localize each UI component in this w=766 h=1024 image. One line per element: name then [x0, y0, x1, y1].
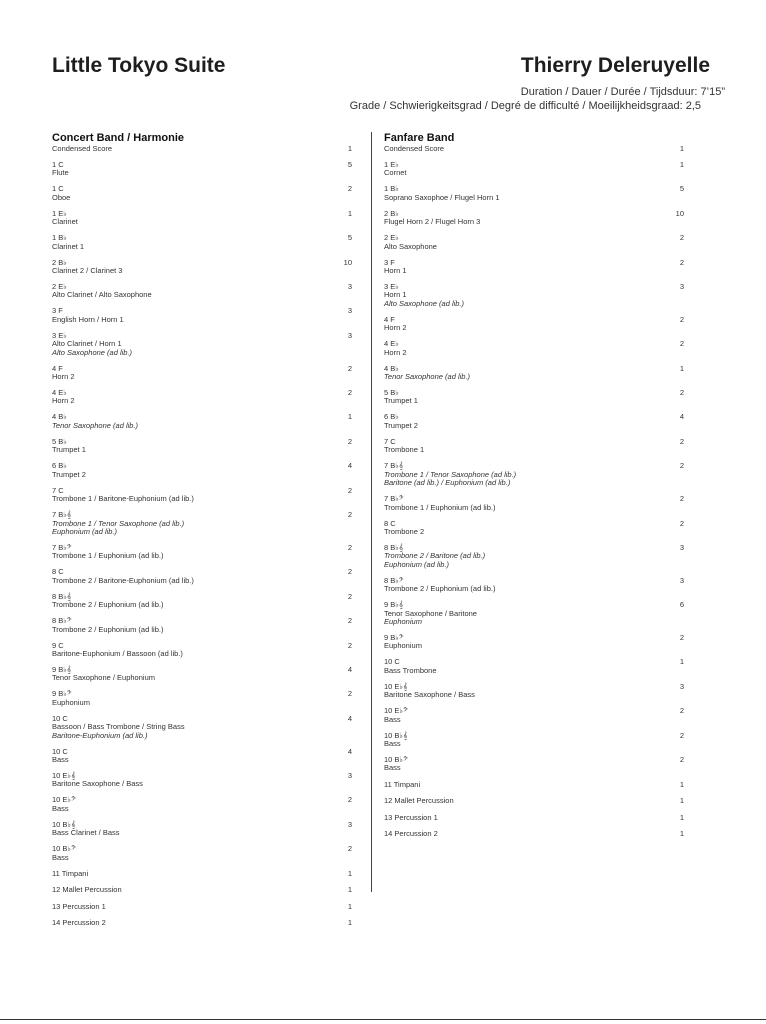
part-label: 11 Timpani — [384, 779, 421, 789]
part-entry — [52, 413, 352, 430]
part-label: 5 B♭ — [384, 388, 399, 398]
part-entry — [52, 796, 352, 813]
part-entry — [384, 707, 684, 724]
part-instruments: Trombone 1 — [384, 445, 425, 455]
copy-count: 2 — [679, 233, 684, 243]
part-instruments: Euphonium — [52, 697, 90, 707]
part-label: 3 F — [52, 306, 63, 316]
part-label: 10 E♭𝄞 — [384, 681, 408, 691]
part-entry — [384, 732, 684, 749]
part-entry — [52, 234, 352, 251]
copy-count: 2 — [679, 339, 684, 349]
part-entry — [52, 438, 352, 455]
copy-count: 2 — [679, 257, 684, 267]
part-label: 1 B♭ — [52, 233, 67, 243]
part-entry — [384, 365, 684, 382]
part-instruments: Alto Clarinet / Alto Saxophone — [52, 290, 152, 300]
copy-count: 3 — [679, 681, 684, 691]
copy-count: 3 — [347, 282, 352, 292]
part-entry — [52, 870, 352, 878]
part-entry — [52, 903, 352, 911]
part-label: 9 B♭𝄢 — [384, 632, 404, 642]
part-entry — [384, 683, 684, 700]
copy-count: 3 — [347, 306, 352, 316]
part-label: 7 B♭𝄞 — [52, 510, 72, 520]
part-label: 6 B♭ — [384, 412, 399, 422]
part-instruments: Trombone 2 / Baritone (ad lib.) — [384, 551, 486, 561]
copy-count: 2 — [679, 314, 684, 324]
part-entry — [52, 748, 352, 765]
part-label: 9 B♭𝄞 — [384, 600, 404, 610]
part-label: 8 B♭𝄞 — [384, 542, 404, 552]
part-label: 9 C — [52, 640, 64, 650]
copy-count: 4 — [679, 412, 684, 422]
copy-count: 2 — [347, 567, 352, 577]
part-entry — [52, 617, 352, 634]
part-entry — [52, 389, 352, 406]
part-label: 12 Mallet Percussion — [52, 885, 122, 895]
part-label: 10 E♭𝄢 — [52, 795, 76, 805]
concert-band-entries — [52, 145, 352, 928]
part-instruments: Euphonium (ad lib.) — [52, 526, 118, 536]
copy-count: 2 — [347, 485, 352, 495]
part-entry — [384, 259, 684, 276]
copy-count: 1 — [347, 144, 352, 153]
part-instruments: Cornet — [384, 168, 407, 178]
part-label: Condensed Score — [384, 144, 445, 153]
copy-count: 2 — [679, 518, 684, 528]
part-entry — [52, 568, 352, 585]
copy-count: 1 — [347, 901, 352, 911]
grade-line: Grade / Schwierigkeitsgrad / Degré de difficulté / Moeilijkheidsgraad: 2,5 — [349, 100, 701, 112]
part-label: 10 E♭𝄞 — [52, 770, 76, 780]
part-instruments: Flugel Horn 2 / Flugel Horn 3 — [384, 217, 481, 227]
part-instruments: Trumpet 1 — [52, 445, 86, 455]
part-entry — [52, 690, 352, 707]
copy-count: 1 — [347, 412, 352, 422]
part-label: 4 F — [52, 363, 63, 373]
part-entry — [52, 666, 352, 683]
part-instruments: Alto Saxophone — [384, 241, 437, 251]
part-instruments: Bass — [384, 714, 401, 724]
copy-count: 2 — [347, 184, 352, 194]
part-instruments: Trombone 2 / Euphonium (ad lib.) — [52, 624, 164, 634]
part-entry — [384, 601, 684, 626]
copy-count: 6 — [679, 600, 684, 610]
part-entry — [384, 462, 684, 487]
part-instruments: Bass — [384, 738, 401, 748]
part-entry — [384, 185, 684, 202]
copy-count: 1 — [347, 885, 352, 895]
part-instruments: Alto Saxophone (ad lib.) — [52, 347, 133, 357]
part-instruments: Horn 2 — [52, 372, 75, 382]
part-entry — [52, 772, 352, 789]
part-label: 8 B♭𝄢 — [52, 616, 72, 626]
part-instruments: Baritone-Euphonium (ad lib.) — [52, 730, 148, 740]
part-label: 7 B♭𝄞 — [384, 461, 404, 471]
part-instruments: Alto Clarinet / Horn 1 — [52, 339, 122, 349]
column-divider — [371, 132, 372, 892]
fanfare-band-entries — [384, 145, 684, 838]
part-entry — [52, 259, 352, 276]
part-label: 1 C — [52, 160, 64, 169]
part-label: 8 B♭𝄞 — [52, 591, 72, 601]
part-instruments: Trumpet 2 — [52, 469, 86, 479]
copy-count: 10 — [675, 208, 684, 218]
part-instruments: Baritone (ad lib.) / Euphonium (ad lib.) — [384, 478, 511, 488]
copy-count: 1 — [679, 144, 684, 153]
part-entry — [384, 340, 684, 357]
copy-count: 2 — [679, 494, 684, 504]
part-entry — [384, 413, 684, 430]
part-label: 4 B♭ — [384, 363, 399, 373]
copy-count: 5 — [347, 160, 352, 169]
part-entry — [384, 389, 684, 406]
part-instruments: Euphonium — [384, 616, 422, 626]
copy-count: 2 — [347, 689, 352, 699]
part-instruments: Trumpet 1 — [384, 396, 418, 406]
copy-count: 2 — [679, 461, 684, 471]
copy-count: 2 — [679, 706, 684, 716]
copy-count: 1 — [347, 918, 352, 928]
part-instruments: Bass — [52, 803, 69, 813]
part-instruments: Bass — [52, 754, 69, 764]
part-label: Condensed Score — [52, 144, 113, 153]
part-instruments: Oboe — [52, 192, 71, 202]
part-label: 10 B♭𝄢 — [384, 754, 408, 764]
part-instruments: Horn 1 — [384, 290, 407, 300]
part-label: 10 B♭𝄞 — [384, 730, 408, 740]
copy-count: 1 — [679, 657, 684, 667]
part-entry — [52, 715, 352, 740]
part-instruments: Clarinet 1 — [52, 241, 85, 251]
part-instruments: Euphonium (ad lib.) — [384, 559, 450, 569]
concert-band-heading: Concert Band / Harmonie — [52, 132, 185, 144]
part-entry — [52, 845, 352, 862]
copy-count: 4 — [347, 461, 352, 471]
part-label: 7 B♭𝄢 — [384, 494, 404, 504]
part-label: 3 F — [384, 257, 395, 267]
part-instruments: Trombone 1 / Tenor Saxophone (ad lib.) — [52, 518, 185, 528]
page-bottom-rule — [0, 1019, 766, 1020]
copy-count: 2 — [347, 436, 352, 446]
part-label: 7 B♭𝄢 — [52, 542, 72, 552]
copy-count: 1 — [679, 363, 684, 373]
part-entry — [52, 462, 352, 479]
part-label: 3 E♭ — [52, 330, 67, 340]
part-entry — [52, 919, 352, 927]
part-label: 11 Timpani — [52, 869, 89, 878]
copy-count: 2 — [347, 640, 352, 650]
copy-count: 5 — [679, 184, 684, 194]
part-instruments: Bass Clarinet / Bass — [52, 828, 120, 838]
part-instruments: Trombone 1 / Euphonium (ad lib.) — [52, 551, 164, 561]
copy-count: 1 — [679, 812, 684, 822]
part-entry — [52, 642, 352, 659]
part-label: 1 B♭ — [384, 184, 399, 194]
page-title: Little Tokyo Suite — [52, 54, 226, 77]
part-entry — [52, 886, 352, 894]
part-instruments: English Horn / Horn 1 — [52, 314, 124, 324]
part-label: 4 F — [384, 314, 395, 324]
part-instruments: Bass — [52, 852, 69, 862]
part-instruments: Baritone Saxophone / Bass — [52, 779, 143, 789]
copy-count: 5 — [347, 233, 352, 243]
composer-name: Thierry Deleruyelle — [520, 54, 710, 77]
part-label: 2 E♭ — [52, 282, 67, 292]
part-label: 14 Percussion 2 — [52, 918, 106, 928]
part-instruments: Horn 2 — [384, 323, 407, 333]
part-entry — [384, 658, 684, 675]
copy-count: 3 — [347, 330, 352, 340]
part-instruments: Bass — [384, 763, 401, 773]
copy-count: 1 — [347, 208, 352, 218]
copy-count: 3 — [679, 282, 684, 292]
part-entry — [52, 544, 352, 561]
part-instruments: Bass Trombone — [384, 665, 437, 675]
part-instruments: Trombone 2 / Euphonium (ad lib.) — [52, 600, 164, 610]
duration-line: Duration / Dauer / Durée / Tijdsduur: 7’15” — [520, 86, 725, 98]
part-label: 4 B♭ — [52, 412, 67, 422]
part-entry — [52, 185, 352, 202]
part-label: 10 E♭𝄢 — [384, 706, 408, 716]
part-label: 8 C — [384, 518, 396, 528]
part-entry — [52, 145, 352, 153]
part-label: 7 C — [52, 485, 64, 495]
part-instruments: Soprano Saxophoe / Flugel Horn 1 — [384, 192, 500, 202]
part-label: 10 B♭𝄢 — [52, 844, 76, 854]
part-entry — [384, 210, 684, 227]
part-label: 5 B♭ — [52, 436, 67, 446]
part-label: 10 C — [52, 713, 68, 723]
part-entry — [384, 756, 684, 773]
part-label: 2 E♭ — [384, 233, 399, 243]
part-label: 2 B♭ — [384, 208, 399, 218]
part-entry — [384, 161, 684, 178]
part-label: 12 Mallet Percussion — [384, 796, 454, 806]
part-instruments: Clarinet — [52, 217, 78, 227]
part-instruments: Baritone-Euphonium / Bassoon (ad lib.) — [52, 648, 183, 658]
part-label: 1 E♭ — [384, 160, 399, 169]
copy-count: 10 — [343, 257, 352, 267]
copy-count: 3 — [679, 542, 684, 552]
part-label: 1 C — [52, 184, 64, 194]
part-label: 14 Percussion 2 — [384, 829, 438, 838]
part-entry — [52, 487, 352, 504]
copy-count: 2 — [347, 363, 352, 373]
part-entry — [52, 332, 352, 357]
part-instruments: Trumpet 2 — [384, 420, 418, 430]
copy-count: 1 — [679, 829, 684, 838]
part-label: 10 B♭𝄞 — [52, 819, 76, 829]
part-entry — [52, 283, 352, 300]
part-instruments: Tenor Saxophone (ad lib.) — [384, 372, 471, 382]
part-instruments: Trombone 1 / Tenor Saxophone (ad lib.) — [384, 469, 517, 479]
part-entry — [384, 797, 684, 805]
part-entry — [384, 145, 684, 153]
part-instruments: Horn 2 — [52, 396, 75, 406]
copy-count: 4 — [347, 746, 352, 756]
copy-count: 2 — [347, 616, 352, 626]
part-label: 8 C — [52, 567, 64, 577]
part-instruments: Horn 2 — [384, 347, 407, 357]
part-entry — [384, 830, 684, 838]
part-instruments: Tenor Saxophone / Baritone — [384, 608, 477, 618]
part-entry — [384, 781, 684, 789]
concert-band-column — [52, 132, 352, 928]
copy-count: 2 — [679, 730, 684, 740]
copy-count: 2 — [347, 591, 352, 601]
fanfare-band-column — [384, 132, 684, 838]
part-instruments: Baritone Saxophone / Bass — [384, 690, 475, 700]
part-label: 9 B♭𝄞 — [52, 664, 72, 674]
part-instruments: Flute — [52, 168, 69, 178]
part-label: 9 B♭𝄢 — [52, 689, 72, 699]
part-label: 4 E♭ — [384, 339, 399, 349]
part-entry — [384, 234, 684, 251]
copy-count: 1 — [347, 869, 352, 878]
part-entry — [384, 634, 684, 651]
fanfare-band-heading: Fanfare Band — [384, 132, 455, 144]
part-entry — [384, 316, 684, 333]
part-entry — [384, 283, 684, 308]
part-instruments: Alto Saxophone (ad lib.) — [384, 298, 465, 308]
part-instruments: Trombone 2 / Euphonium (ad lib.) — [384, 584, 496, 594]
part-entry — [52, 365, 352, 382]
copy-count: 1 — [679, 160, 684, 169]
part-entry — [52, 511, 352, 536]
copy-count: 2 — [347, 388, 352, 398]
copy-count: 3 — [347, 819, 352, 829]
copy-count: 2 — [347, 844, 352, 854]
copy-count: 2 — [347, 795, 352, 805]
part-entry — [52, 821, 352, 838]
part-label: 6 B♭ — [52, 461, 67, 471]
part-label: 7 C — [384, 436, 396, 446]
part-entry — [384, 814, 684, 822]
part-entry — [384, 520, 684, 537]
copy-count: 4 — [347, 664, 352, 674]
part-instruments: Trombone 2 — [384, 526, 425, 536]
part-instruments: Trombone 1 / Baritone-Euphonium (ad lib.) — [52, 494, 194, 504]
part-label: 13 Percussion 1 — [384, 812, 438, 822]
part-label: 2 B♭ — [52, 257, 67, 267]
part-entry — [52, 307, 352, 324]
part-label: 8 B♭𝄢 — [384, 575, 404, 585]
part-entry — [384, 438, 684, 455]
copy-count: 1 — [679, 779, 684, 789]
part-label: 3 E♭ — [384, 282, 399, 292]
part-entry — [52, 593, 352, 610]
copy-count: 2 — [347, 542, 352, 552]
copy-count: 3 — [347, 770, 352, 780]
part-label: 1 E♭ — [52, 208, 67, 218]
part-label: 10 C — [384, 657, 400, 667]
copy-count: 3 — [679, 575, 684, 585]
part-entry — [52, 161, 352, 178]
part-instruments: Tenor Saxophone / Euphonium — [52, 673, 155, 683]
part-entry — [384, 544, 684, 569]
part-instruments: Clarinet 2 / Clarinet 3 — [52, 266, 123, 276]
part-instruments: Horn 1 — [384, 266, 407, 276]
part-instruments: Euphonium — [384, 641, 422, 651]
part-entry — [52, 210, 352, 227]
part-instruments: Trombone 1 / Euphonium (ad lib.) — [384, 502, 496, 512]
copy-count: 4 — [347, 713, 352, 723]
part-label: 4 E♭ — [52, 388, 67, 398]
copy-count: 2 — [679, 632, 684, 642]
copy-count: 2 — [679, 754, 684, 764]
part-label: 10 C — [52, 746, 68, 756]
part-instruments: Tenor Saxophone (ad lib.) — [52, 420, 139, 430]
copy-count: 2 — [679, 436, 684, 446]
part-entry — [384, 495, 684, 512]
part-label: 13 Percussion 1 — [52, 901, 106, 911]
copy-count: 2 — [679, 388, 684, 398]
copy-count: 1 — [679, 796, 684, 806]
part-instruments: Trombone 2 / Baritone-Euphonium (ad lib.) — [52, 575, 194, 585]
copy-count: 2 — [347, 510, 352, 520]
part-instruments: Bassoon / Bass Trombone / String Bass — [52, 722, 185, 732]
part-entry — [384, 577, 684, 594]
